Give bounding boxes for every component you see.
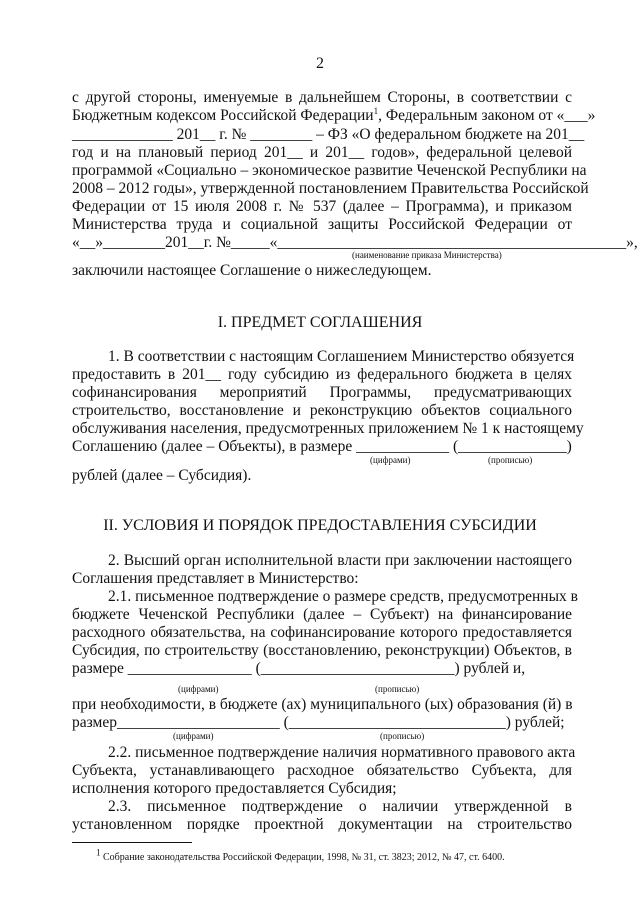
s1-line-5: обслуживания населения, предусмотренных приложением № 1 к настоящему: [72, 420, 584, 437]
intro-line-2: [72, 105, 596, 125]
s2-caption2-digits: (цифрами): [173, 731, 214, 741]
s2-p21-line-1: 2.1. письменное подтверждение о размере средств, предусмотренных в: [108, 588, 578, 605]
s2-caption-digits: (цифрами): [178, 684, 219, 694]
footnote-text: Собрание законодательства Российской Федерации, 1998, № 31, ст. 3823; 2012, № 47, ст. 6400.: [100, 852, 505, 863]
intro-line-1: с другой стороны, именуемые в дальнейшем Стороны, в соответствии с: [72, 89, 572, 106]
s2-p21-line-4: Субсидия, по строительству (восстановлению, реконструкции) Объектов, в: [72, 642, 572, 659]
footnote: [96, 847, 505, 863]
section-1-heading: I. ПРЕДМЕТ СОГЛАШЕНИЯ: [217, 314, 423, 331]
s2-caption-words: (прописью): [375, 684, 420, 694]
s2-p21-line-2: бюджете Чеченской Республики (далее – Субъект) на финансирование: [72, 606, 572, 623]
section-2-heading: II. УСЛОВИЯ И ПОРЯДОК ПРЕДОСТАВЛЕНИЯ СУБСИДИИ: [103, 517, 537, 534]
s1-line-3: софинансирования мероприятий Программы, предусматривающих: [72, 384, 572, 401]
page-number: 2: [316, 55, 324, 72]
intro-line-2a: Бюджетным кодексом Российской Федерации: [72, 107, 374, 124]
footnote-ref: 1: [373, 105, 379, 116]
s2-p2-line-2: Соглашения представляет в Министерство:: [72, 570, 359, 587]
intro-line-9: «__»________201__г. №_____«_____________________________________________»,: [72, 234, 638, 251]
s1-line-6: Соглашению (далее – Объекты), в размере ____________ (______________): [72, 438, 572, 455]
intro-line-7: Федерации от 15 июля 2008 г. № 537 (далее – Программа), и приказом: [72, 198, 572, 215]
footnote-marker: 1: [96, 847, 101, 858]
footnote-separator: [72, 842, 192, 843]
s2-p23-line-1: 2.3. письменное подтверждение о наличии утвержденной в: [108, 798, 572, 815]
s2-caption2-words: (прописью): [380, 731, 425, 741]
intro-line-6: 2008 – 2012 годы», утвержденной постановлением Правительства Российской: [72, 180, 589, 197]
intro-line-3: _____________ 201__ г. № ________ – ФЗ «О федеральном бюджете на 201__: [72, 126, 585, 143]
s1-caption-digits: (цифрами): [370, 455, 411, 465]
s1-line-1: 1. В соответствии с настоящим Соглашением Министерство обязуется: [108, 348, 575, 365]
s2-p21-line-5: размере ________________ (_________________________) рублей и,: [72, 660, 526, 677]
s1-line-4: строительство, восстановление и реконструкцию объектов социального: [72, 402, 572, 419]
s2-p21-line-6: при необходимости, в бюджете (ах) муниципального (ых) образования (й) в: [72, 696, 573, 713]
s2-p22-line-2: Субъекта, устанавливающего расходное обязательство Субъекта, для: [72, 762, 572, 779]
s2-p21-line-7: размер_____________________ (____________________________) рублей;: [72, 714, 565, 731]
s2-p22-line-3: исполнения которого предоставляется Субсидия;: [72, 780, 397, 797]
s1-line-7: рублей (далее – Субсидия).: [72, 467, 252, 484]
s2-p2-line-1: 2. Высший орган исполнительной власти при заключении настоящего: [108, 552, 572, 569]
s2-p21-line-3: расходного обязательства, на софинансирование которого предоставляется: [72, 624, 572, 641]
intro-line-10: заключили настоящее Соглашение о нижеследующем.: [72, 262, 432, 279]
intro-line-5: программой «Социально – экономическое развитие Чеченской Республики на: [72, 162, 587, 179]
intro-line-2b: , Федеральным законом от «___»: [378, 107, 596, 124]
intro-line-4: год и на плановый период 201__ и 201__ годов», федеральной целевой: [72, 144, 572, 161]
order-name-caption: (наименование приказа Министерства): [352, 250, 502, 260]
s1-line-2: предоставить в 201__ году субсидию из федерального бюджета в целях: [72, 366, 572, 383]
s1-caption-words: (прописью): [488, 455, 533, 465]
s2-p22-line-1: 2.2. письменное подтверждение наличия нормативного правового акта: [108, 744, 576, 761]
intro-line-8: Министерства труда и социальной защиты Российской Федерации от: [72, 216, 572, 233]
s2-p23-line-2: установленном порядке проектной документации на строительство: [72, 816, 572, 833]
